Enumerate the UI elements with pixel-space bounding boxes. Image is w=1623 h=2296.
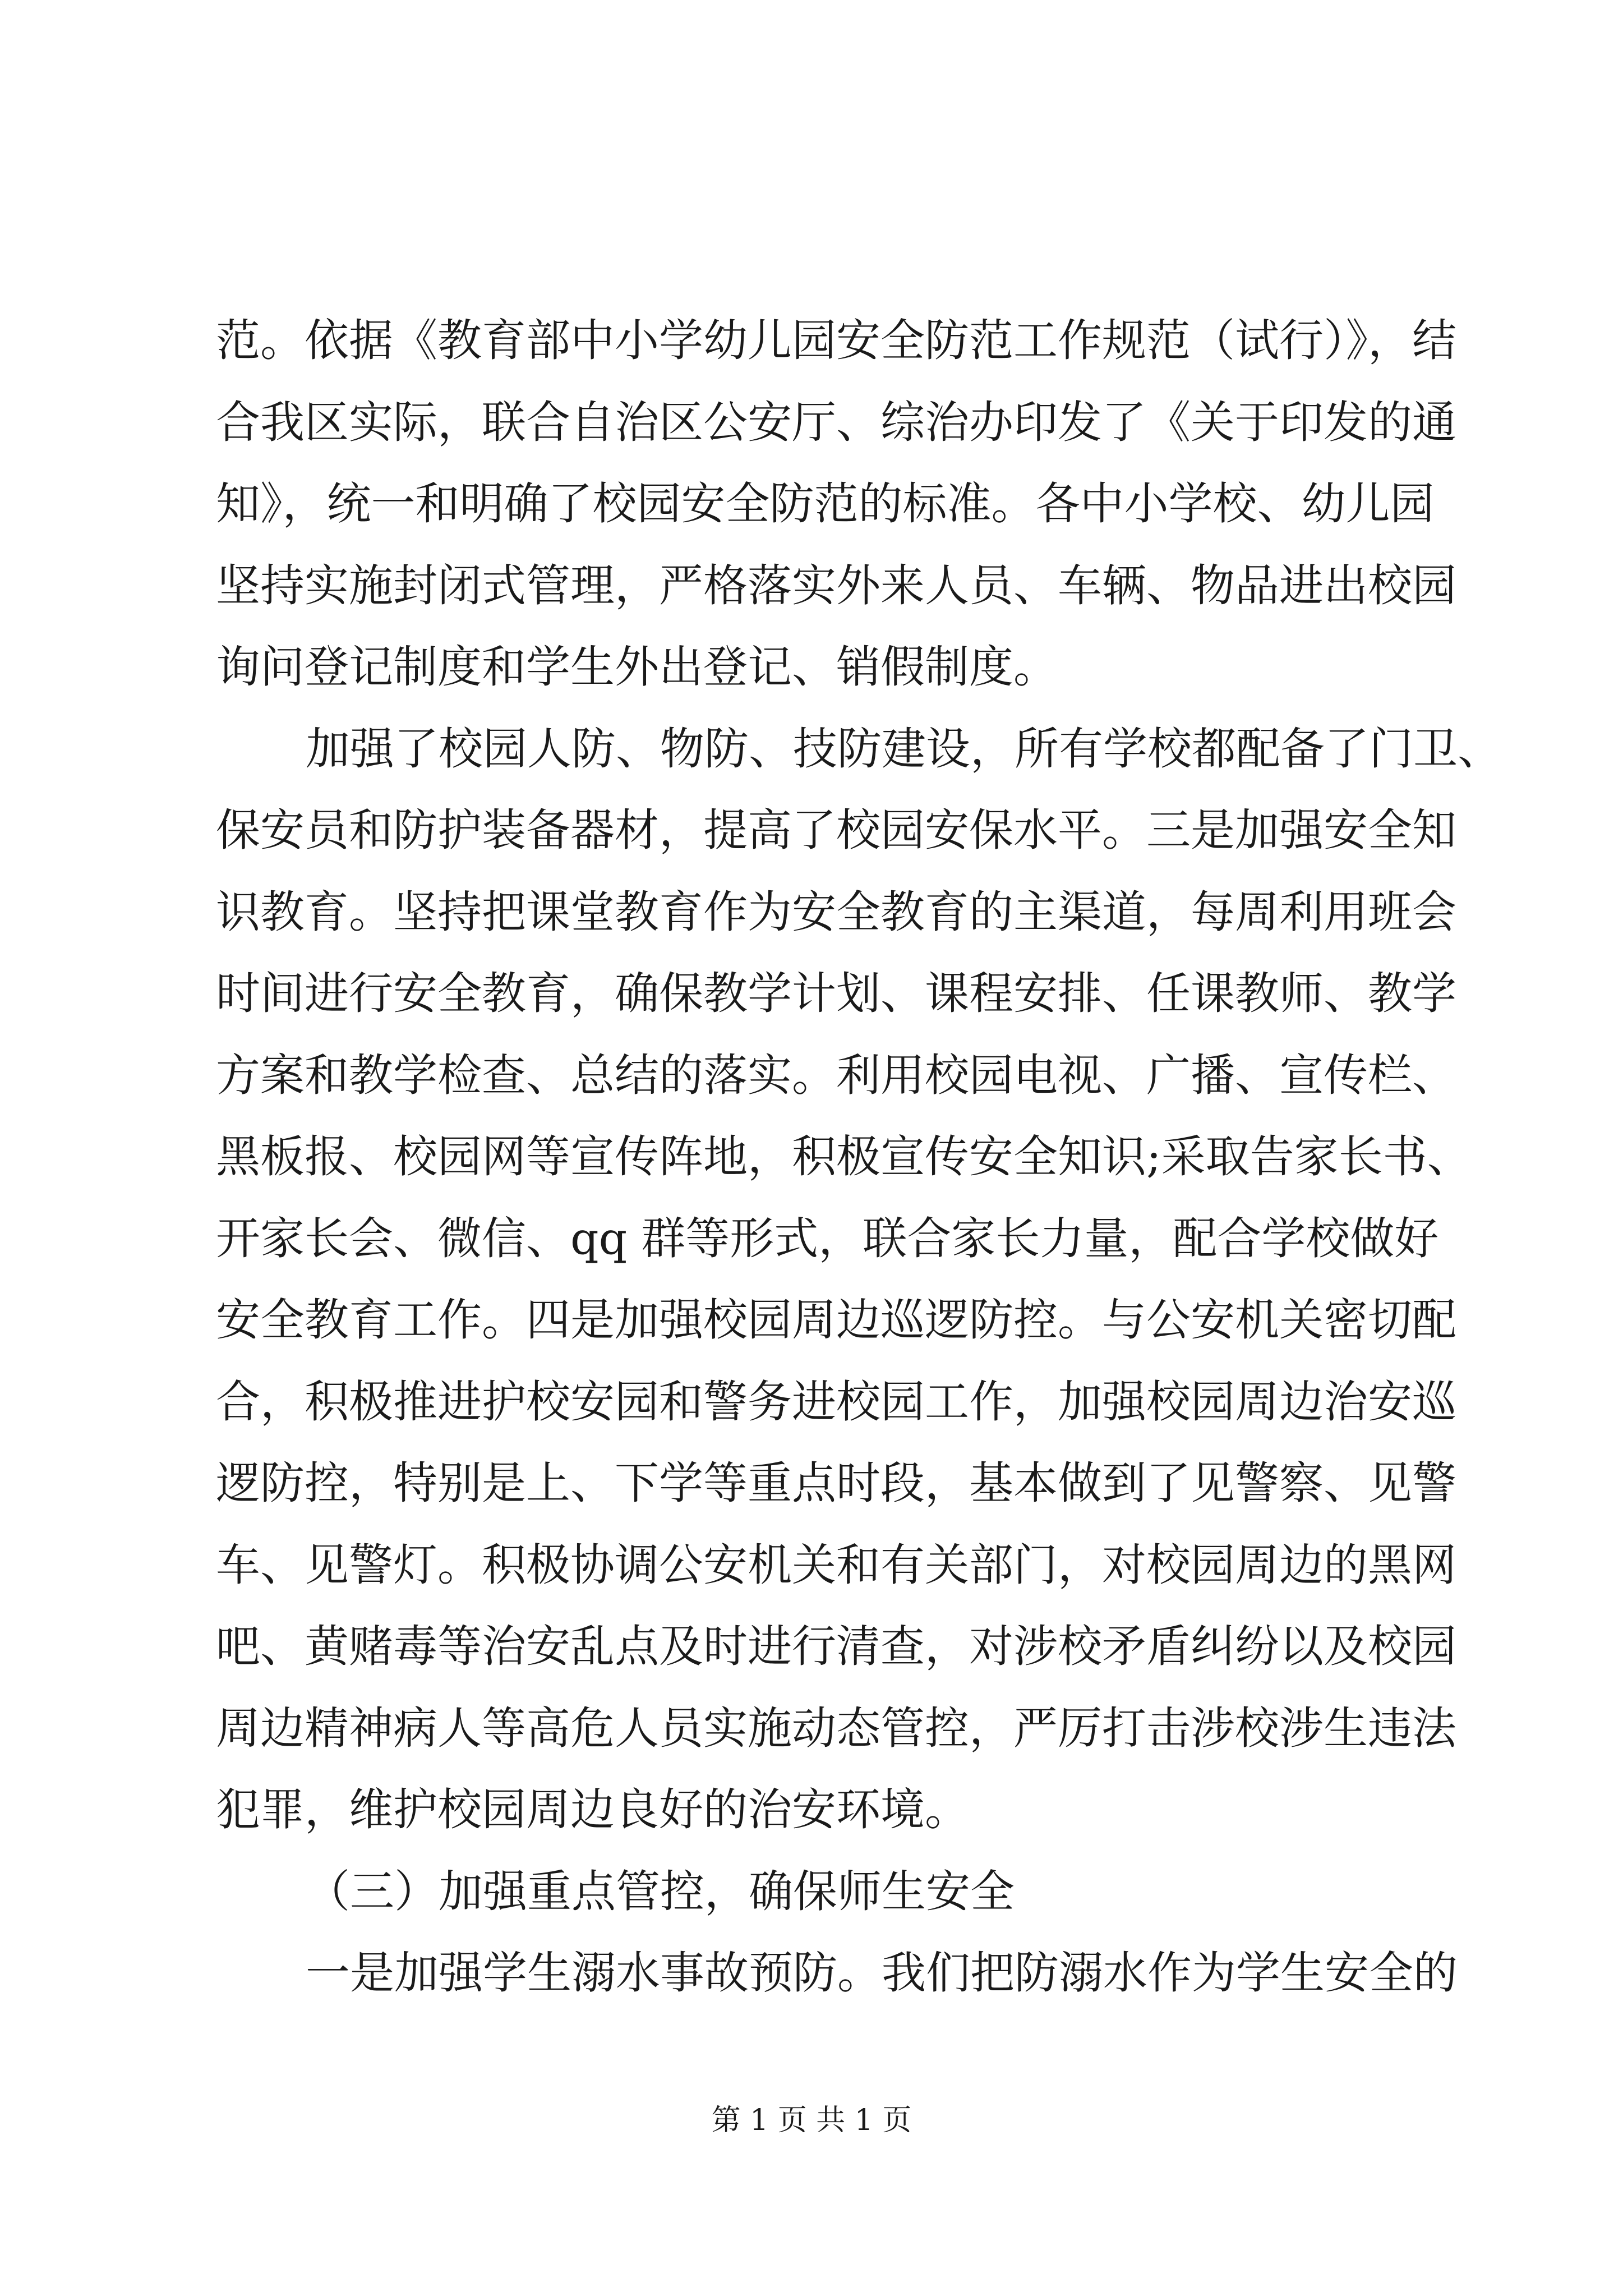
section-heading: （三）加强重点管控，确保师生安全 bbox=[306, 1865, 1015, 1917]
paragraph-line: 周边精神病人等高危人员实施动态管控，严厉打击涉校涉生违法 bbox=[216, 1702, 1456, 1754]
paragraph-line: 吧、黄赌毒等治安乱点及时进行清查，对涉校矛盾纠纷以及校园 bbox=[216, 1621, 1456, 1672]
paragraph-line: 坚持实施封闭式管理，严格落实外来人员、车辆、物品进出校园 bbox=[216, 559, 1456, 611]
paragraph-line: 合我区实际，联合自治区公安厅、综治办印发了《关于印发的通 bbox=[216, 396, 1456, 448]
paragraph-line: 保安员和防护装备器材，提高了校园安保水平。三是加强安全知 bbox=[216, 804, 1456, 856]
page-number-footer: 第 1 页 共 1 页 bbox=[711, 2104, 912, 2137]
paragraph-line: 黑板报、校园网等宣传阵地，积极宣传安全知识;采取告家长书、 bbox=[216, 1131, 1472, 1182]
paragraph-line: 犯罪，维护校园周边良好的治安环境。 bbox=[216, 1784, 969, 1835]
paragraph-line: 加强了校园人防、物防、技防建设，所有学校都配备了门卫、 bbox=[306, 723, 1502, 775]
paragraph-line: 逻防控，特别是上、下学等重点时段，基本做到了见警察、见警 bbox=[216, 1457, 1456, 1509]
paragraph-line: 一是加强学生溺水事故预防。我们把防溺水作为学生安全的 bbox=[306, 1947, 1458, 1999]
paragraph-line: 开家长会、微信、qq 群等形式，联合家长力量，配合学校做好 bbox=[216, 1212, 1439, 1264]
paragraph-line: 询问登记制度和学生外出登记、销假制度。 bbox=[216, 641, 1058, 693]
document-body bbox=[216, 300, 1502, 2014]
paragraph-line: 识教育。坚持把课堂教育作为安全教育的主渠道，每周利用班会 bbox=[216, 886, 1456, 938]
paragraph-line: 车、见警灯。积极协调公安机关和有关部门，对校园周边的黑网 bbox=[216, 1539, 1456, 1591]
paragraph-line: 方案和教学检查、总结的落实。利用校园电视、广播、宣传栏、 bbox=[216, 1049, 1456, 1101]
paragraph-line: 时间进行安全教育，确保教学计划、课程安排、任课教师、教学 bbox=[216, 968, 1456, 1019]
paragraph-line: 知》，统一和明确了校园安全防范的标准。各中小学校、幼儿园 bbox=[216, 478, 1435, 530]
paragraph-line: 安全教育工作。四是加强校园周边巡逻防控。与公安机关密切配 bbox=[216, 1294, 1456, 1346]
paragraph-line: 范。依据《教育部中小学幼儿园安全防范工作规范（试行）》，结 bbox=[216, 315, 1456, 366]
paragraph-line: 合，积极推进护校安园和警务进校园工作，加强校园周边治安巡 bbox=[216, 1375, 1456, 1428]
